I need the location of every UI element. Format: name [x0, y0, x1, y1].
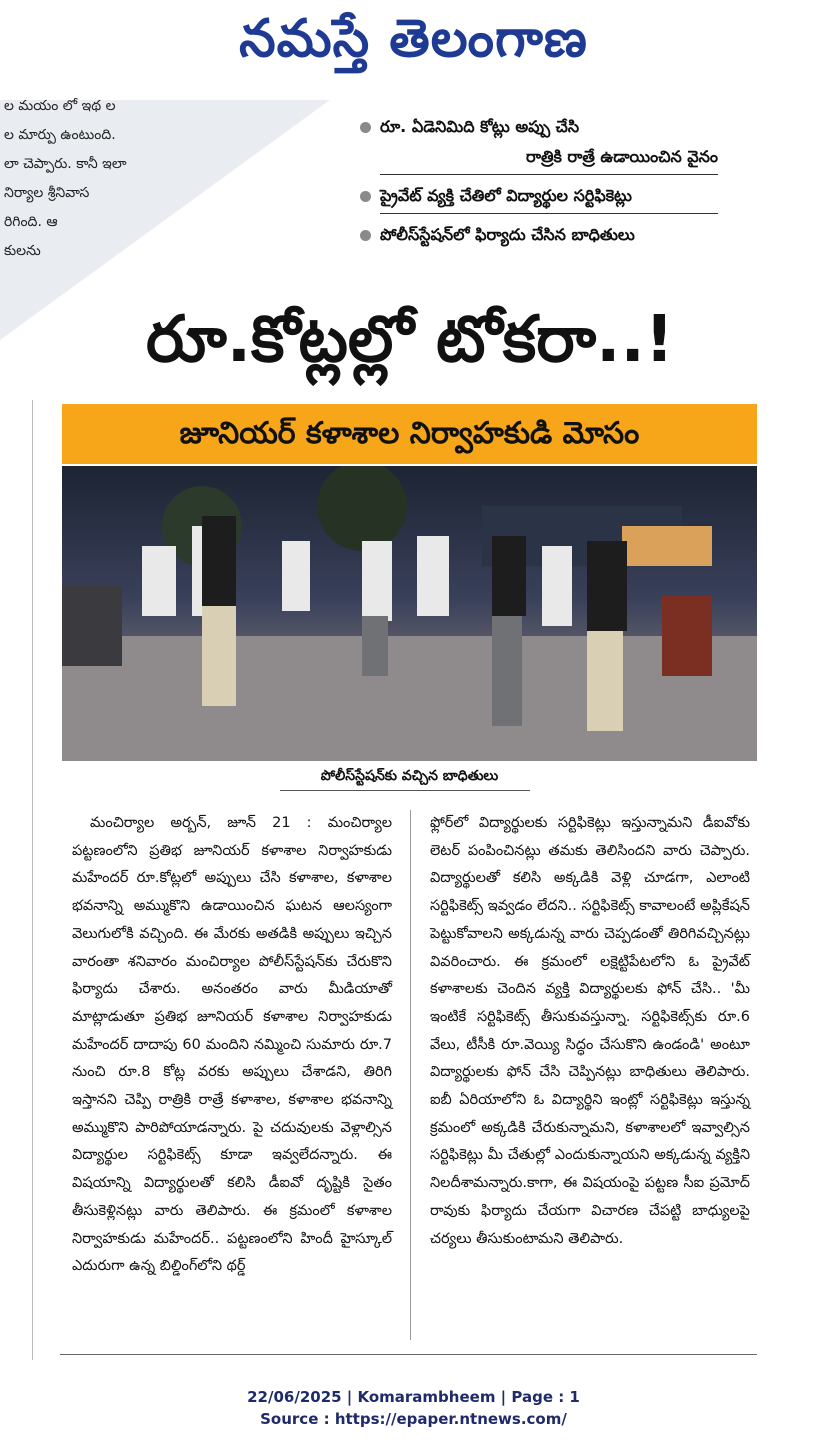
side-snippet-line: ల మయం లో ఇథ ల — [4, 98, 116, 114]
news-photo — [62, 466, 757, 761]
divider — [380, 213, 718, 214]
caption-underline — [280, 790, 530, 791]
bullet-dot-icon — [360, 230, 371, 241]
masthead-title: నమస్తే తెలంగాణ — [239, 8, 588, 69]
article-column-2 — [430, 810, 750, 1253]
article-paragraph: మంచిర్యాల అర్బన్, జూన్ 21 : మంచిర్యాల పట్టణంలోని ప్రతిభ జూనియర్ కళాశాల నిర్వాహకుడు మహేందర్ రూ.కోట్లలో అప్పులు చేసి కళాశాల, కళాశాల భవనాన్ని అమ్ముకొని ఉడాయించిన ఘటన ఆలస్యంగా వెలుగులోకి వచ్చింది. ఈ మేరకు అతడికి అప్పులు ఇచ్చిన వారంతా శనివారం మంచిర్యాల పోలీస్‌స్టేషన్‌కు చేరుకొని ఫిర్యాదు చేశారు. అనంతరం వారు మీడియాతో మాట్లాడుతూ ప్రతిభ జూనియర్ కళాశాల నిర్వాహకుడు మహేందర్ దాదాపు 60 మందిని నమ్మించి సుమారు రూ.7 నుంచి రూ.8 కోట్ల వరకు అప్పులు చేశాడని, తిరిగి ఇస్తానని చెప్పి రాత్రికి రాత్రే కళాశాల, కళాశాల భవనాన్ని అమ్ముకొని పారిపోయాడన్నారు. పై చదువులకు వెళ్లాల్సిన విద్యార్థుల సర్టిఫికెట్స్ కూడా ఇవ్వలేదన్నారు. ఈ విషయాన్ని విద్యార్థులతో కలిసి డీఐవో దృష్టికి సైతం తీసుకెళ్లినట్లు వారు తెలిపారు. ఈ క్రమంలో కళాశాల నిర్వాహకుడు మహేందర్.. పట్టణంలోని హిందీ హైస్కూల్ ఎదురుగా ఉన్న బిల్డింగ్‌లోని థర్డ్ — [72, 815, 392, 1275]
margin-rule — [32, 400, 33, 1360]
highlight-line: రూ. ఏడెనిమిది కోట్లు అప్పు చేసి — [380, 117, 580, 136]
highlight-line: పోలీస్‌స్టేషన్‌లో ఫిర్యాదు చేసిన బాధితులు — [380, 225, 635, 244]
page-footer — [0, 1386, 827, 1430]
side-snippet-line: కులను — [4, 243, 41, 259]
highlight-line: రాత్రికి రాత్రే ఉడాయించిన వైనం — [526, 147, 718, 166]
highlight-item — [358, 181, 718, 211]
bullet-dot-icon — [360, 191, 371, 202]
highlight-line: ప్రైవేట్ వ్యక్తి చేతిలో విద్యార్థుల సర్టిఫికెట్లు — [380, 186, 632, 205]
headline: రూ.కోట్లల్లో టోకరా..! — [146, 303, 674, 377]
highlight-item — [358, 220, 718, 250]
article-column-1 — [72, 810, 392, 1281]
bottom-divider — [60, 1354, 757, 1355]
divider — [380, 174, 718, 175]
footer-edition: 22/06/2025 | Komarambheem | Page : 1 — [247, 1388, 580, 1406]
side-snippet-line: నిర్యాల శ్రీనివాస — [4, 185, 90, 201]
side-snippet-line: ల మార్పు ఉంటుంది. — [4, 127, 116, 143]
side-snippet-line: రిగింది. ఆ — [4, 214, 58, 230]
footer-source-link[interactable]: Source : https://epaper.ntnews.com/ — [260, 1410, 567, 1428]
photo-illustration — [62, 466, 757, 761]
photo-caption: పోలీస్‌స్టేషన్‌కు వచ్చిన బాధితులు — [320, 768, 499, 784]
side-snippet-text — [4, 92, 184, 266]
highlights-list — [358, 112, 718, 250]
article-paragraph: ఫ్లోర్‌లో విద్యార్థులకు సర్టిఫికెట్లు ఇస్తున్నామని డీఐవోకు లెటర్ పంపించినట్లు తమకు తెలిసిందని వారు చెప్పారు. విద్యార్థులతో కలిసి అక్కడికి వెళ్లి చూడగా, ఎలాంటి సర్టిఫికెట్స్ ఇవ్వడం లేదని.. సర్టిఫికెట్స్ కావాలంటే అప్లికేషన్ పెట్టుకోవాలని అక్కడున్న వారు చెప్పడంతో తిరిగివచ్చినట్లు వివరించారు. ఈ క్రమంలో లక్షెట్టిపేటలోని ఓ ప్రైవేట్ కళాశాలకు చెందిన వ్యక్తి విద్యార్థులకు ఫోన్ చేసి.. 'మీ ఇంటికే సర్టిఫికెట్స్ తీసుకువస్తున్నా. సర్టిఫికెట్స్‌కు రూ.6 వేలు, టీసీకి రూ.వెయ్యి సిద్ధం చేసుకొని ఉండండి' అంటూ విద్యార్థులకు ఫోన్ చేసి చెప్పినట్లు బాధితులు తెలిపారు. ఐబీ ఏరియాలోని ఓ విద్యార్థిని ఇంట్లో సర్టిఫికెట్లు ఇస్తున్న క్రమంలో అక్కడికి చేరుకున్నామని, కళాశాలలో ఇవ్వాల్సిన సర్టిఫికెట్లు మీ చేతుల్లో ఎందుకున్నాయని అక్కడున్న వ్యక్తిని నిలదీశామన్నారు.కాగా, ఈ విషయంపై పట్టణ సీఐ ప్రమోద్ రావుకు ఫిర్యాదు చేయగా విచారణ చేపట్టి బాధ్యులపై చర్యలు తీసుకుంటామని తెలిపారు. — [430, 815, 750, 1247]
bullet-dot-icon — [360, 122, 371, 133]
column-divider — [410, 810, 411, 1340]
highlight-item — [358, 112, 718, 172]
side-snippet-line: లా చెప్పారు. కానీ ఇలా — [4, 156, 127, 172]
subheadline-banner: జూనియర్ కళాశాల నిర్వాహకుడి మోసం — [62, 404, 757, 464]
